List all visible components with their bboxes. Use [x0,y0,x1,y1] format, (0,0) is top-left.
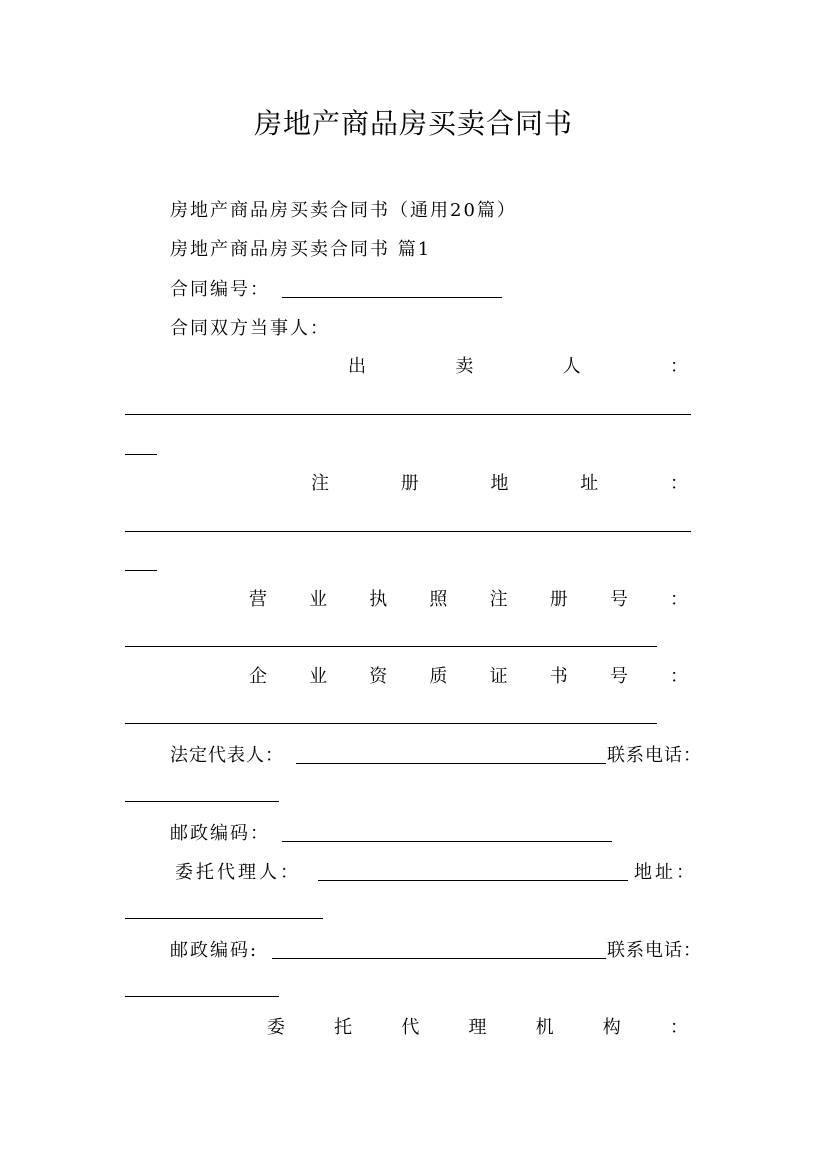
agency-char: ： [669,1017,688,1038]
qualification-char: 企 [249,666,267,687]
seller-label-char: 卖 [455,356,474,377]
reg-address-char: 地 [490,473,509,494]
contract-no-blank [282,297,502,298]
license-no-char: ： [669,589,688,610]
license-no-char: 营 [249,589,267,610]
license-no-char: 注 [489,589,508,610]
qualification-char: 书 [549,666,568,687]
address-blank [125,918,323,919]
agency-char: 机 [535,1017,554,1038]
phone-blank-2 [125,996,279,997]
reg-address-blank-cont [125,570,157,571]
license-no-char: 执 [369,589,388,610]
phone-blank [125,801,279,802]
legal-rep-blank [296,763,606,764]
agency-char: 委 [267,1017,285,1038]
chapter-heading: 房地产商品房买卖合同书 篇1 [170,239,432,260]
postal-code-label: 邮政编码： [170,823,270,844]
qualification-char: 证 [489,666,508,687]
reg-address-char: ： [670,473,688,494]
agency-char: 构 [602,1017,621,1038]
phone-label-2: 联系电话： [607,940,702,961]
qualification-char: 质 [429,666,448,687]
seller-label [348,354,688,380]
reg-address-char: 册 [400,473,419,494]
reg-address-blank [125,531,691,532]
qualification-label [249,664,688,690]
qualification-char: 号 [609,666,628,687]
postal-code-blank-2 [272,958,606,959]
seller-label-char: 人 [562,356,581,377]
qualification-char: 业 [309,666,328,687]
qualification-char: ： [669,666,688,687]
agency-label [267,1015,688,1041]
seller-blank-cont [125,454,157,455]
phone-label: 联系电话： [607,745,702,766]
license-no-char: 业 [309,589,328,610]
license-no-blank [125,646,657,647]
agency-char: 代 [401,1017,420,1038]
qualification-blank [125,723,657,724]
reg-address-label [311,471,688,497]
seller-label-char: 出 [348,356,366,377]
license-no-char: 照 [429,589,448,610]
postal-code-blank [282,841,612,842]
agency-char: 理 [468,1017,487,1038]
address-label: 地址： [634,862,697,883]
seller-label-char: ： [669,356,688,377]
qualification-char: 资 [369,666,388,687]
license-no-label [249,587,688,613]
postal-code-label-2: 邮政编码: [170,940,259,961]
seller-blank [125,414,691,415]
agent-blank [318,880,628,881]
contract-no-label: 合同编号： [170,279,270,300]
agent-label: 委托代理人： [175,862,301,883]
reg-address-char: 址 [580,473,599,494]
document-title: 房地产商品房买卖合同书 [253,107,573,140]
legal-rep-label: 法定代表人： [170,745,284,766]
agency-char: 托 [334,1017,353,1038]
document-subtitle: 房地产商品房买卖合同书（通用20篇） [170,200,517,221]
license-no-char: 册 [549,589,568,610]
license-no-char: 号 [609,589,628,610]
reg-address-char: 注 [311,473,329,494]
parties-label: 合同双方当事人： [170,318,330,339]
